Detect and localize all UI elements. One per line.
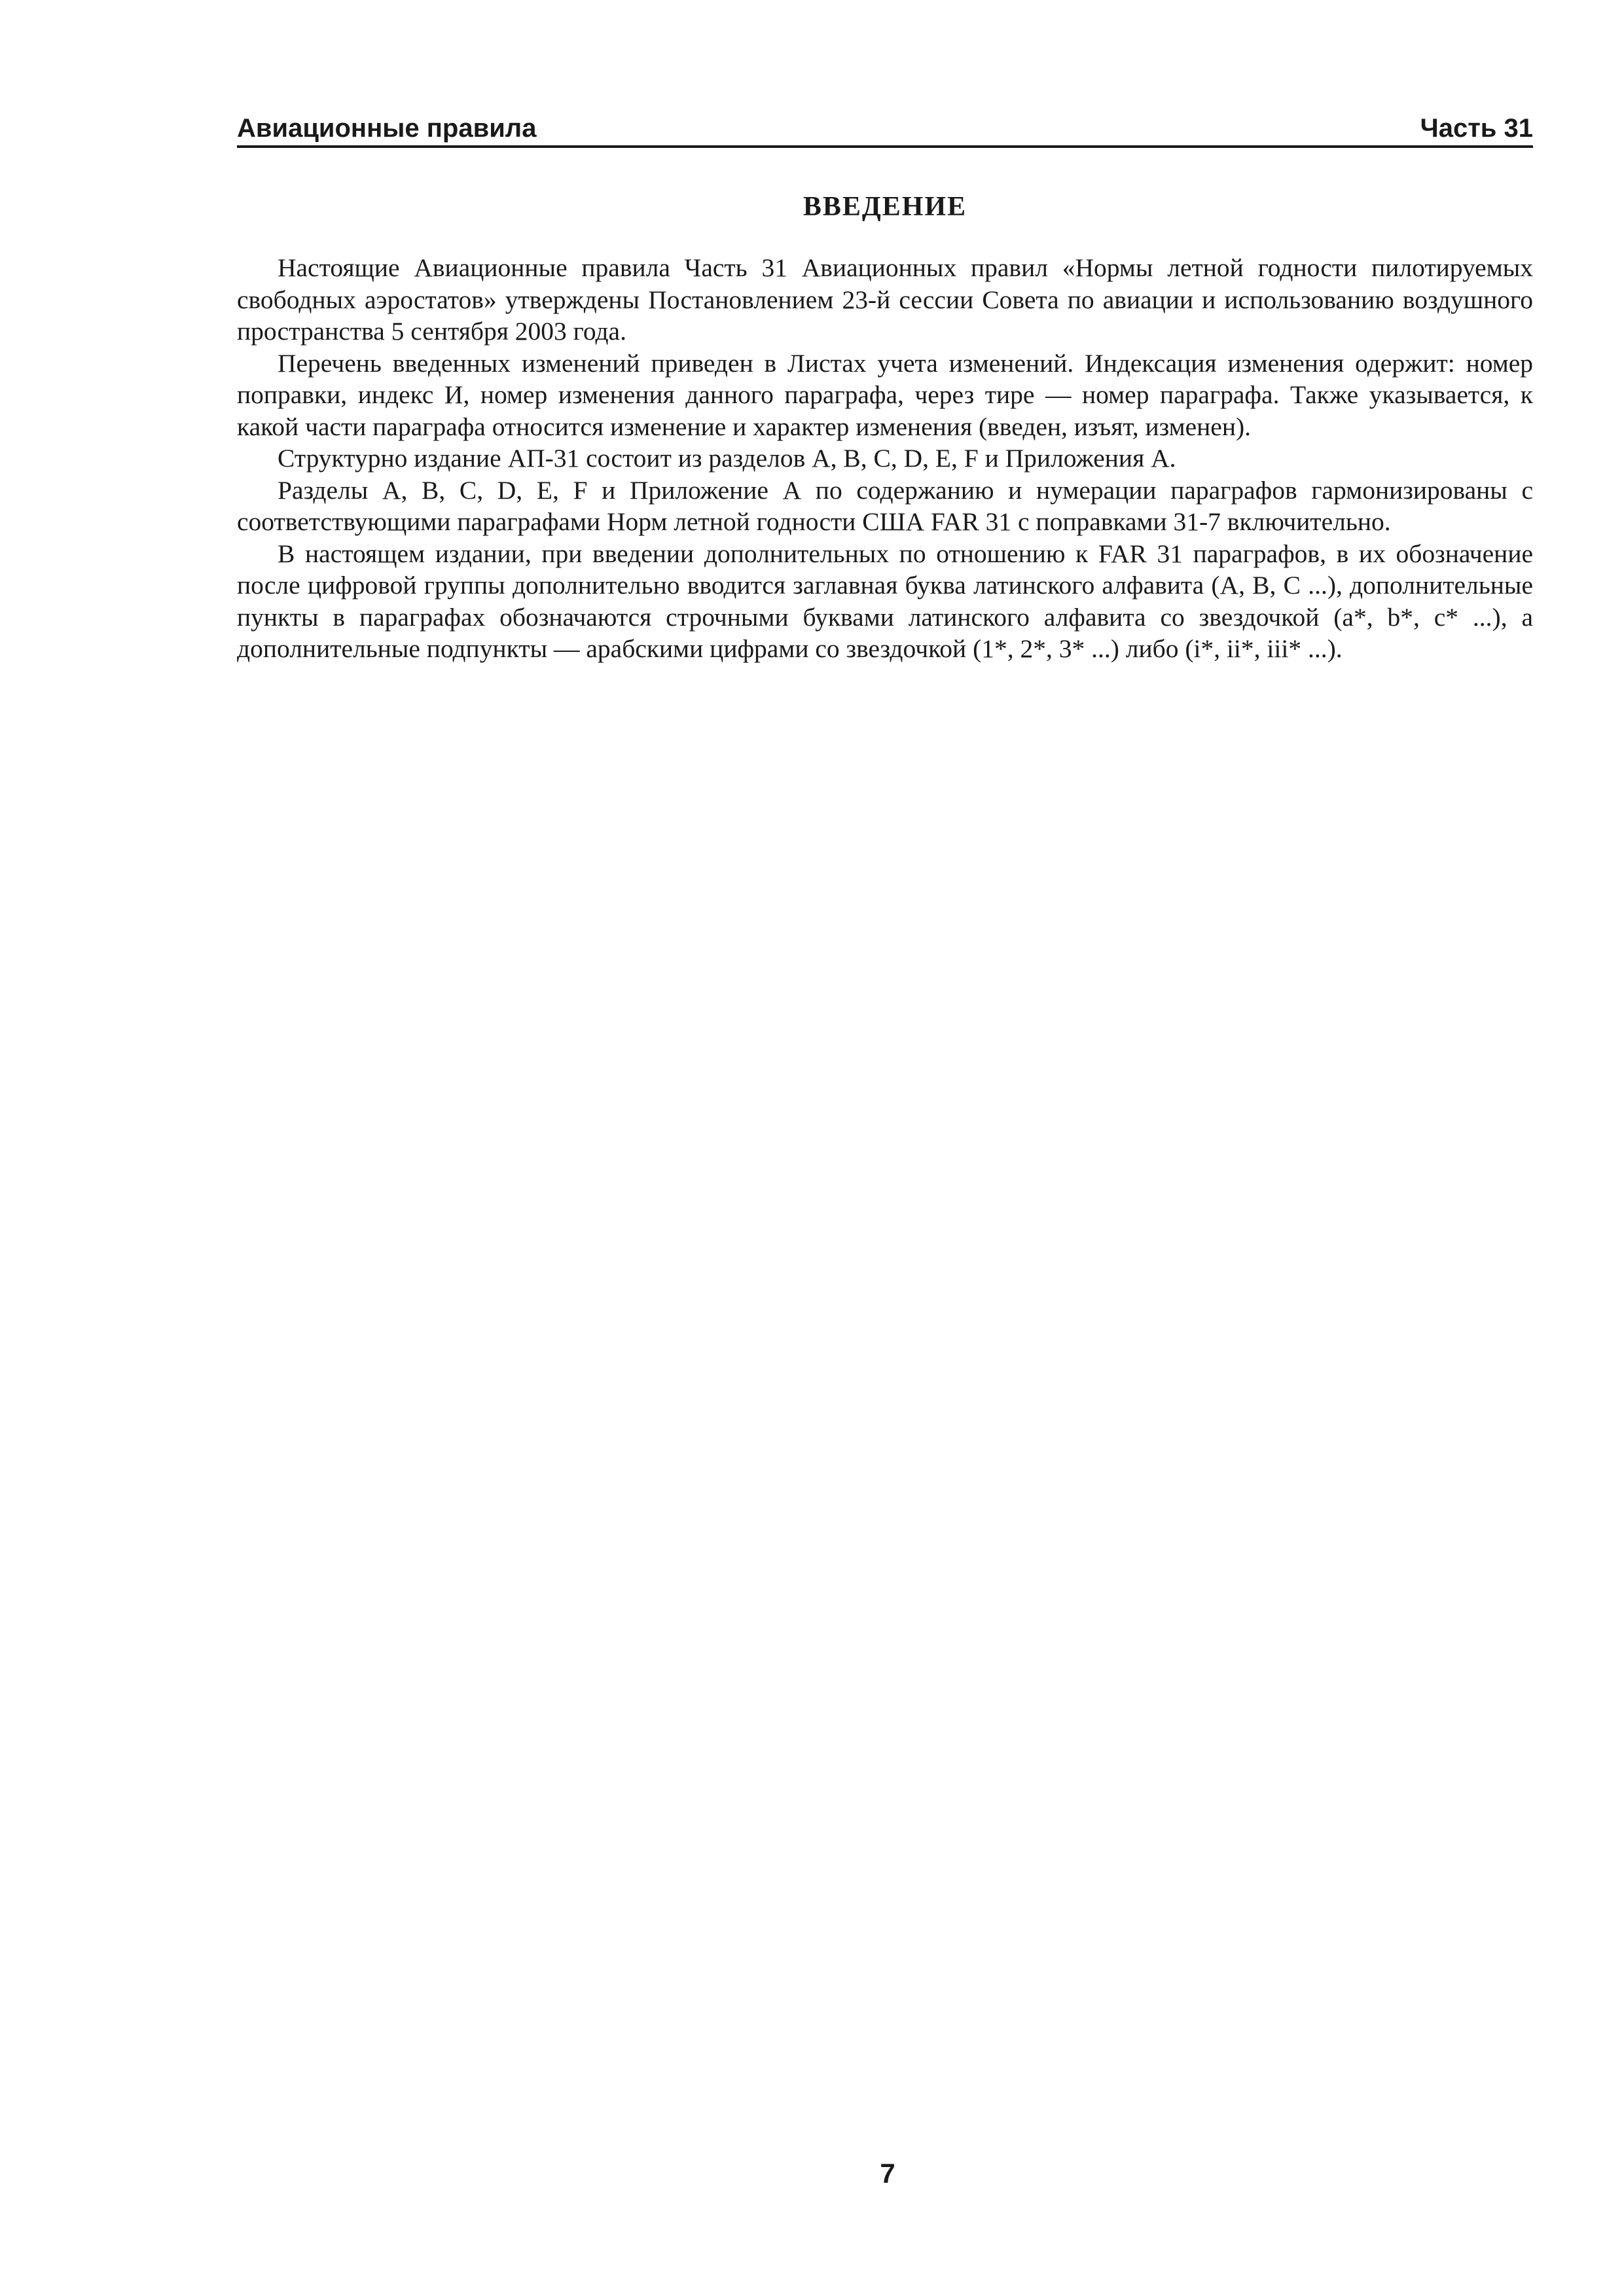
paragraph: Настоящие Авиационные правила Часть 31 Авиационных правил «Нормы летной годности пилотируемых свободных аэростатов» утверждены Постановлением 23-й сессии Совета по авиации и использованию воздушного пространства 5 сентября 2003 года. [237, 253, 1533, 346]
header-document-title: Авиационные правила [237, 114, 537, 143]
paragraph: В настоящем издании, при введении дополнительных по отношению к FAR 31 параграфов, в их обозначение после цифровой группы дополнительно вводится заглавная буква латинского алфавита (A, B, C ...), дополнительные пункты в параграфах обозначаются строчными буквами латинского алфавита со звездочкой (a*, b*, c* ...), а дополнительные подпункты — арабскими цифрами со звездочкой (1*, 2*, 3* ...) либо (i*, ii*, iii* ...). [237, 539, 1533, 663]
running-header [237, 105, 1533, 141]
body-text [237, 252, 1533, 665]
paragraph: Структурно издание АП-31 состоит из разделов A, B, C, D, E, F и Приложения А. [278, 444, 1176, 473]
paragraph: Разделы A, B, C, D, E, F и Приложение А по содержанию и нумерации параграфов гармонизированы с соответствующими параграфами Норм летной годности США FAR 31 с поправками 31-7 включительно. [237, 475, 1533, 536]
section-title: ВВЕДЕНИЕ [803, 192, 967, 222]
header-divider [237, 145, 1533, 148]
paragraph: Перечень введенных изменений приведен в Листах учета изменений. Индексация изменения одержит: номер поправки, индекс И, номер изменения данного параграфа, через тире — номер параграфа. Также указывается, к какой части параграфа относится изменение и характер изменения (введен, изъят, изменен). [237, 348, 1533, 441]
header-part-number: Часть 31 [1420, 114, 1533, 143]
page-number: 7 [880, 2158, 895, 2189]
